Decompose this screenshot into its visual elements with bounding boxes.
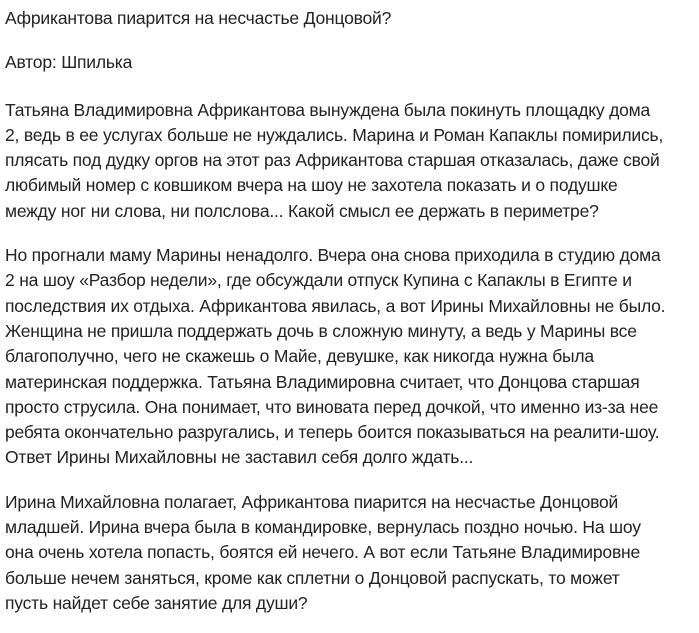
paragraph-line: ребята окончательно разругались, и теперь боится показываться на реалити-шоу. [5,422,660,443]
paragraph-line: больше нечем заняться, кроме как сплетни о Донцовой распускать, то может [5,567,620,588]
article-title: Африкантова пиарится на несчастье Донцовой? [5,8,392,28]
paragraph-line: она очень хотела попасть, боятся ей нечего. А вот если Татьяне Владимировне [5,542,641,563]
paragraph-line: Ирина Михайловна полагает, Африкантова пиарится на несчастье Донцовой [5,491,619,512]
paragraph [5,243,699,471]
article-body [5,98,699,617]
paragraph-line: Татьяна Владимировна Африкантова вынуждена была покинуть площадку дома [5,99,650,120]
paragraph-line: младшей. Ирина вчера была в командировке, вернулась поздно ночью. На шоу [5,517,641,538]
paragraph-line: 2 на шоу «Разбор недели», где обсуждали отпуск Купина с Капаклы в Египте и [5,270,632,291]
paragraph-line: последствия их отдыха. Африкантова явилась, а вот Ирины Михайловны не было. [5,295,666,316]
paragraph-line: плясать под дудку оргов на этот раз Африкантова старшая отказалась, даже свой [5,150,660,171]
paragraph-line: Женщина не пришла поддержать дочь в сложную минуту, а ведь у Марины все [5,320,637,341]
paragraph [5,490,699,616]
paragraph-line: Но прогнали маму Марины ненадолго. Вчера она снова приходила в студию дома [5,245,661,266]
paragraph-line: Ответ Ирины Михайловны не заставил себя долго ждать... [5,447,474,468]
paragraph-line: благополучно, чего не скажешь о Майе, девушке, как никогда нужна была [5,346,594,367]
article-author: Автор: Шпилька [5,52,133,73]
paragraph [5,98,699,224]
paragraph-line: пусть найдет себе занятие для души? [5,592,308,613]
paragraph-line: материнская поддержка. Татьяна Владимировна считает, что Донцова старшая [5,371,640,392]
paragraph-line: между ног ни слова, ни полслова... Какой смысл ее держать в периметре? [5,200,599,221]
paragraph-line: 2, ведь в ее услугах больше не нуждались. Марина и Роман Капаклы помирились, [5,124,664,145]
paragraph-line: любимый номер с ковшиком вчера на шоу не захотела показать и о подушке [5,175,618,196]
paragraph-line: просто струсила. Она понимает, что виновата перед дочкой, что именно из-за нее [5,396,659,417]
